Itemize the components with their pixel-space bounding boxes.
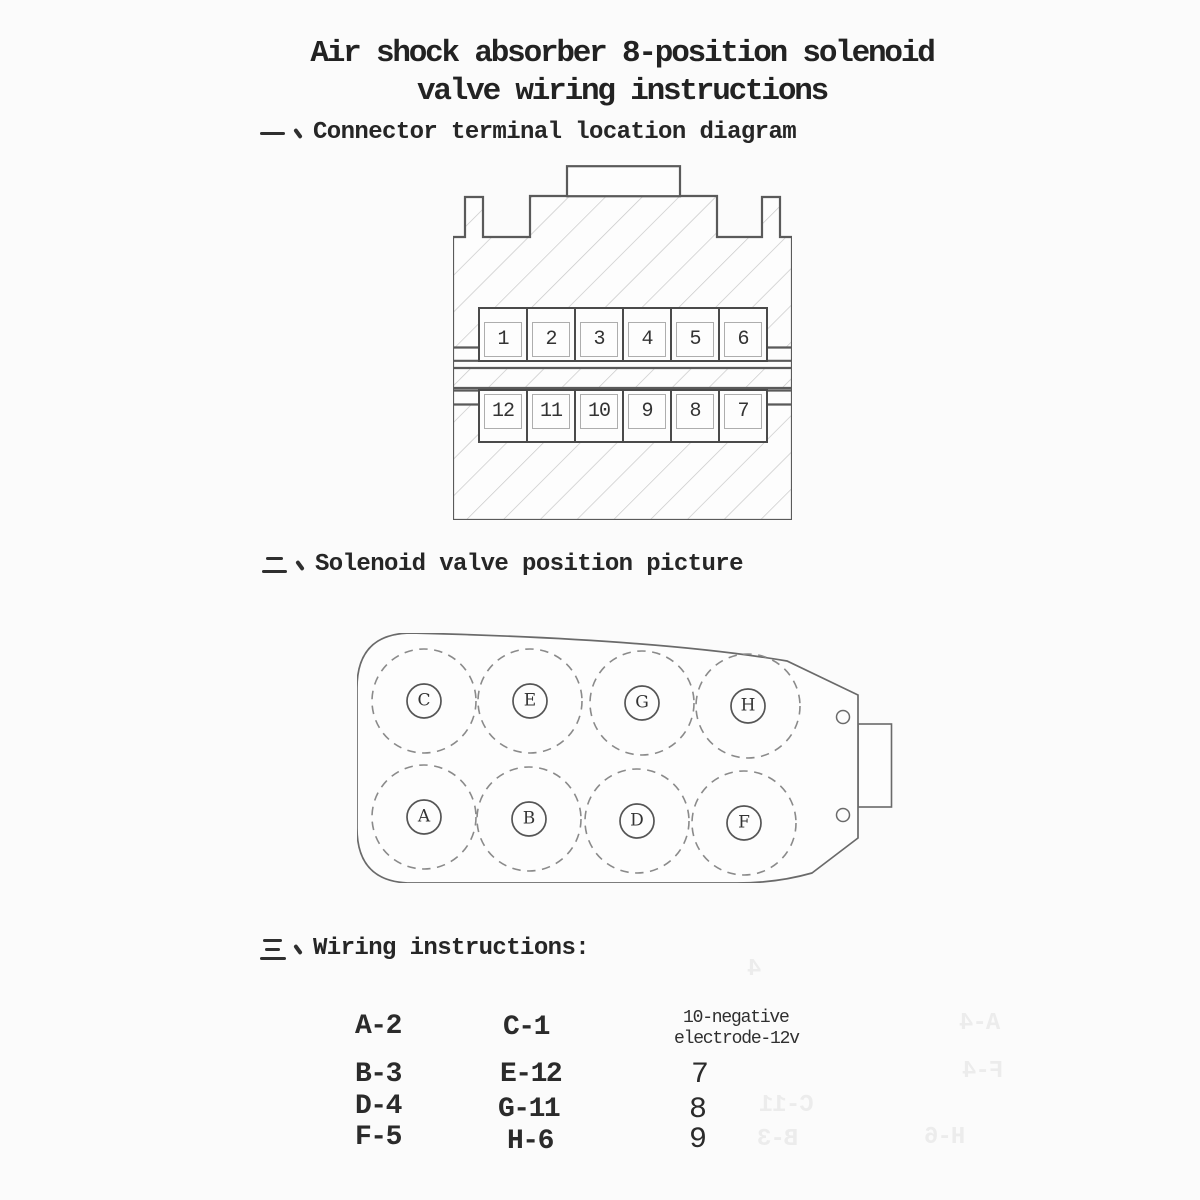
valve-body [357,633,858,883]
bleedthrough-mark: B-3 [758,1126,799,1153]
negative-electrode-note-line-2: electrode-12v [674,1029,799,1049]
numeral-three-glyph [260,937,286,961]
valve-connector-tab [858,724,892,807]
wiring-pair: D-4 [355,1091,401,1122]
terminal-cell [528,307,576,362]
valve-position-label: G [635,692,649,713]
wiring-terminal: 9 [689,1123,707,1157]
bleedthrough-mark: F-4 [963,1058,1004,1085]
section-two-heading [262,553,743,577]
terminal-cell [576,389,624,443]
terminal-cell [528,389,576,443]
terminal-cell [672,307,720,362]
ideographic-comma-glyph [293,937,304,961]
terminal-cell [576,307,624,362]
connector-top-key-tab [567,166,680,196]
section-two-label: Solenoid valve position picture [315,551,743,578]
wiring-pair: E-12 [500,1059,562,1090]
bleedthrough-mark: A-4 [960,1010,1001,1037]
terminal-number: 4 [628,322,666,357]
valve-position-label: F [738,812,750,833]
wiring-pair: B-3 [355,1059,401,1090]
terminal-cell [624,307,672,362]
page-title-line-1: Air shock absorber 8-position solenoid [310,36,934,71]
terminal-number: 11 [532,394,570,429]
negative-electrode-note-line-1: 10-negative [683,1008,789,1028]
terminal-cell [672,389,720,443]
numeral-one-glyph [260,121,286,145]
valve-position-label: A [417,806,431,827]
terminal-number: 6 [724,322,762,357]
wiring-pair: F-5 [355,1122,401,1153]
terminal-row-top [478,307,768,362]
terminal-number: 5 [676,322,714,357]
connector-middle-rib [454,368,791,388]
bleedthrough-mark: C-11 [760,1092,814,1119]
terminal-cell [720,389,768,443]
wiring-pair: A-2 [355,1011,401,1042]
terminal-number: 1 [484,322,522,357]
valve-position-label: E [523,690,537,711]
wiring-pair: G-11 [498,1094,560,1125]
terminal-cell [624,389,672,443]
terminal-number: 2 [532,322,570,357]
valve-position-label: C [417,690,431,711]
solenoid-valve-diagram [357,633,893,883]
wiring-terminal: 7 [691,1058,709,1092]
terminal-number: 9 [628,394,666,429]
wiring-terminal: 8 [689,1093,707,1127]
valve-position-label: H [740,695,756,716]
section-three-heading [260,937,589,961]
wiring-pair: H-6 [507,1126,553,1157]
terminal-number: 7 [724,394,762,429]
wiring-pair: C-1 [503,1012,549,1043]
ideographic-comma-glyph [295,553,306,577]
terminal-number: 12 [484,394,522,429]
valve-position-label: D [630,810,644,831]
ideographic-comma-glyph [293,121,304,145]
terminal-cell [478,307,528,362]
valve-position-label: B [522,808,536,829]
bleedthrough-mark: H-6 [925,1124,966,1151]
section-one-label: Connector terminal location diagram [313,119,797,146]
terminal-cell [720,307,768,362]
terminal-number: 8 [676,394,714,429]
terminal-row-bottom [478,389,768,443]
terminal-cell [478,389,528,443]
numeral-two-glyph [262,553,288,577]
bleedthrough-mark: 4 [748,956,762,983]
terminal-number: 3 [580,322,618,357]
section-three-label: Wiring instructions: [313,935,590,962]
page-title-line-2: valve wiring instructions [416,74,828,109]
terminal-number: 10 [580,394,618,429]
section-one-heading [260,121,796,145]
